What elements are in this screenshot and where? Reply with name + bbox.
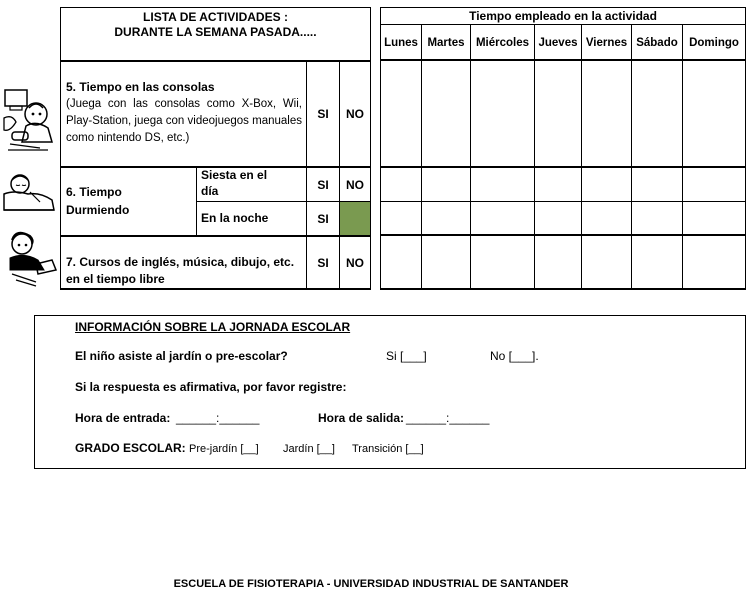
day-header: Martes xyxy=(427,37,465,49)
footer-institution: ESCUELA DE FISIOTERAPIA - UNIVERSIDAD INDUSTRIAL DE SANTANDER xyxy=(173,578,569,590)
attends-question: El niño asiste al jardín o pre-escolar? xyxy=(75,349,288,363)
row6-siesta-label-line2: día xyxy=(201,184,219,198)
entry-time-field[interactable]: ______:______ xyxy=(176,411,260,425)
row5-description: (Juega con las consolas como X-Box, Wii, Play-Station, juega con videojuegos manuales como nintendo DS, etc.) xyxy=(66,98,302,144)
row6-siesta-si[interactable]: SI xyxy=(317,177,329,192)
time-table-header: Tiempo empleado en la actividad xyxy=(469,9,657,23)
grade-label: GRADO ESCOLAR: xyxy=(75,441,186,455)
filled-cell xyxy=(340,202,370,235)
day-header: Viernes xyxy=(585,37,628,49)
grade-option-jardin[interactable]: Jardín [__] xyxy=(283,443,335,455)
exit-time-label: Hora de salida: xyxy=(318,411,405,425)
attends-no-option[interactable]: No [___]. xyxy=(490,349,539,363)
row6-siesta-label-line1: Siesta en el xyxy=(201,168,268,182)
day-header: Miércoles xyxy=(475,37,530,49)
row7-no[interactable]: NO xyxy=(346,255,364,270)
table-title-line1: LISTA DE ACTIVIDADES : xyxy=(143,10,288,24)
row7-si[interactable]: SI xyxy=(317,255,329,270)
register-instruction: Si la respuesta es afirmativa, por favor registre: xyxy=(75,380,347,394)
row6-title-line1: 6. Tiempo xyxy=(66,185,122,199)
gamer-icon xyxy=(2,88,58,154)
day-header: Jueves xyxy=(538,37,578,49)
day-header: Domingo xyxy=(689,37,739,49)
row5-si[interactable]: SI xyxy=(317,107,329,121)
day-header: Sábado xyxy=(636,37,678,49)
row7-title-line1: 7. Cursos de inglés, música, dibujo, etc. xyxy=(66,255,295,269)
row7-title-line2: en el tiempo libre xyxy=(66,272,165,286)
entry-time-label: Hora de entrada: xyxy=(75,411,171,425)
attends-yes-option[interactable]: Si [___] xyxy=(386,349,427,363)
exit-time-field[interactable]: ______:______ xyxy=(406,411,490,425)
sleeping-child-icon xyxy=(0,172,58,214)
school-info-title: INFORMACIÓN SOBRE LA JORNADA ESCOLAR xyxy=(75,320,351,334)
row5-no[interactable]: NO xyxy=(346,107,364,121)
grade-option-transicion[interactable]: Transición [__] xyxy=(352,443,424,455)
day-header: Lunes xyxy=(384,37,418,49)
row6-siesta-no[interactable]: NO xyxy=(346,177,364,192)
row6-title-line2: Durmiendo xyxy=(66,203,130,217)
grade-option-prejardin[interactable]: Pre-jardín [__] xyxy=(189,443,259,455)
student-writing-icon xyxy=(2,230,58,288)
row6-noche-si[interactable]: SI xyxy=(317,211,329,226)
table-title-line2: DURANTE LA SEMANA PASADA..... xyxy=(114,25,317,39)
row6-noche-label: En la noche xyxy=(201,211,269,225)
row5-title: 5. Tiempo en las consolas xyxy=(66,80,215,94)
